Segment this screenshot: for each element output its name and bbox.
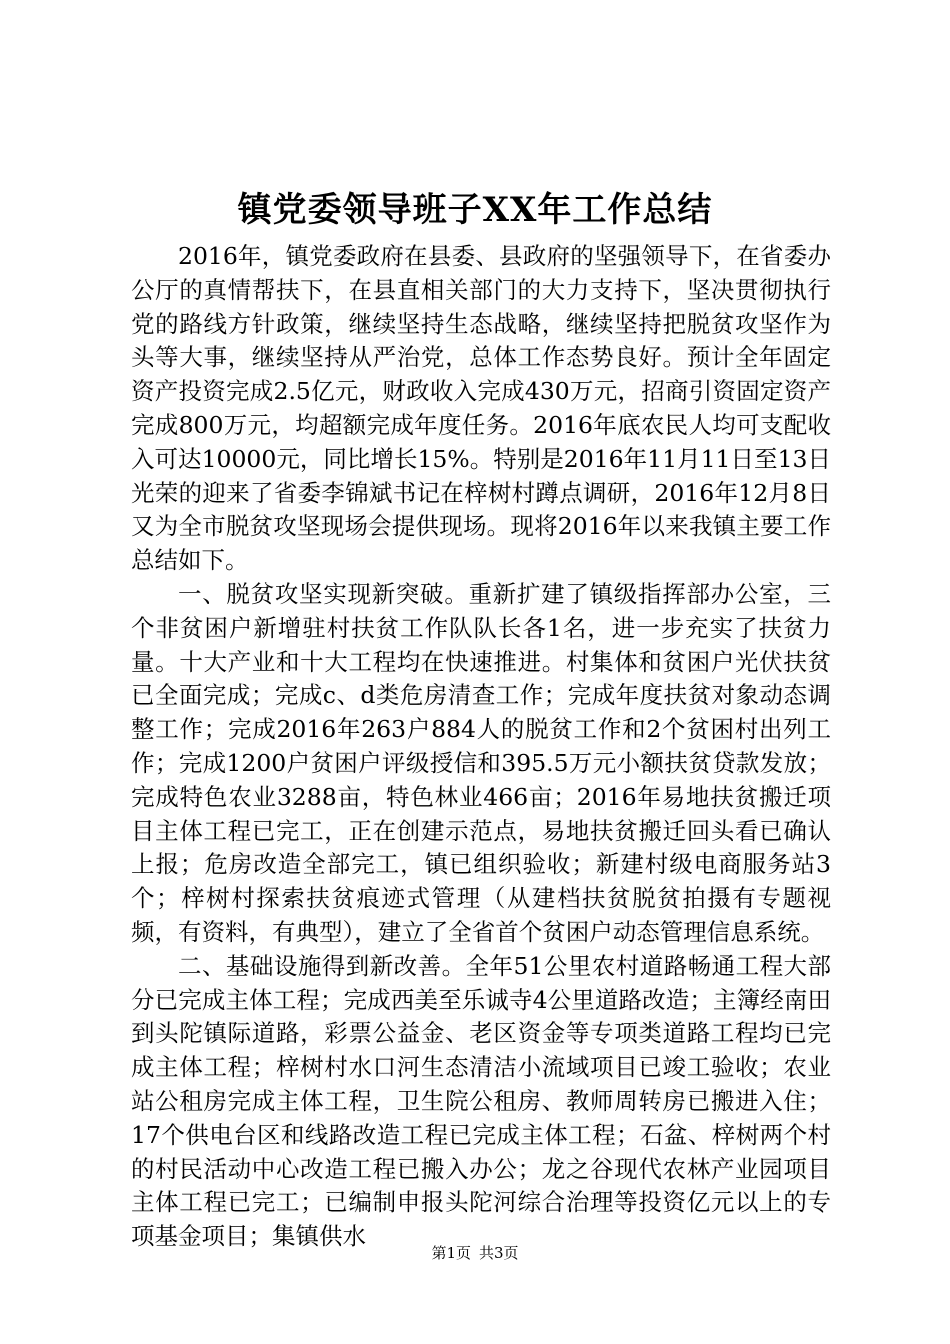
paragraph-infrastructure: 二、基础设施得到新改善。全年51公里农村道路畅通工程大部分已完成主体工程；完成西美至乐诚寺4公里道路改造；主簿经南田到头陀镇际道路，彩票公益金、老区资金等专项类道路工程均已完成主体工程；梓树村水口河生态清洁小流域项目已竣工验收；农业站公租房完成主体工程，卫生院公租房、教师周转房已搬进入住；17个供电台区和线路改造工程已完成主体工程；石盆、梓树两个村的村民活动中心改造工程已搬入办公；龙之谷现代农林产业园项目主体工程已完工；已编制申报头陀河综合治理等投资亿元以上的专项基金项目；集镇供水 bbox=[131, 951, 831, 1251]
page-number: 第1页 bbox=[431, 1244, 471, 1262]
paragraph-poverty-alleviation: 一、脱贫攻坚实现新突破。重新扩建了镇级指挥部办公室，三个非贫困户新增驻村扶贫工作队队长各1名，进一步充实了扶贫力量。十大产业和十大工程均在快速推进。村集体和贫困户光伏扶贫已全面完成；完成c、d类危房清查工作；完成年度扶贫对象动态调整工作；完成2016年263户884人的脱贫工作和2个贫困村出列工作；完成1200户贫困户评级授信和395.5万元小额扶贫贷款发放；完成特色农业3288亩，特色林业466亩；2016年易地扶贫搬迁项目主体工程已完工，正在创建示范点，易地扶贫搬迁回头看已确认上报；危房改造全部完工，镇已组织验收；新建村级电商服务站3个；梓树村探索扶贫痕迹式管理（从建档扶贫脱贫拍摄有专题视频，有资料，有典型），建立了全省首个贫困户动态管理信息系统。 bbox=[131, 579, 831, 946]
document-body bbox=[131, 240, 831, 1254]
document-title: 镇党委领导班子XX年工作总结 bbox=[237, 190, 713, 230]
page-total: 共3页 bbox=[479, 1244, 519, 1262]
paragraph-intro: 2016年，镇党委政府在县委、县政府的坚强领导下，在省委办公厅的真情帮扶下，在县直相关部门的大力支持下，坚决贯彻执行党的路线方针政策，继续坚持生态战略，继续坚持把脱贫攻坚作为头等大事，继续坚持从严治党，总体工作态势良好。预计全年固定资产投资完成2.5亿元，财政收入完成430万元，招商引资固定资产完成800万元，均超额完成年度任务。2016年底农民人均可支配收入可达10000元，同比增长15%。特别是2016年11月11日至13日光荣的迎来了省委李锦斌书记在梓树村蹲点调研，2016年12月8日又为全市脱贫攻坚现场会提供现场。现将2016年以来我镇主要工作总结如下。 bbox=[131, 242, 831, 575]
page-footer bbox=[0, 1243, 950, 1263]
